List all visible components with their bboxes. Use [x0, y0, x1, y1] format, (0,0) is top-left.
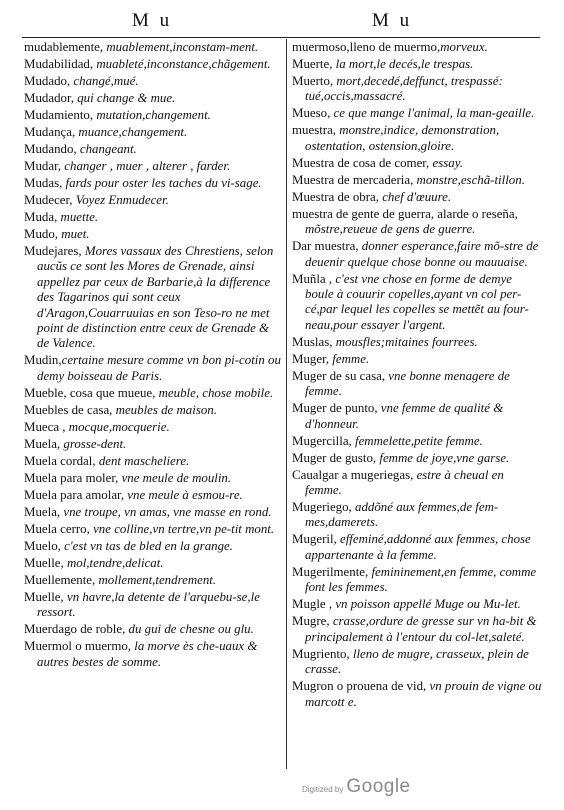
- entry-definition: lleno de mugre, crasseux, plein de crasse.: [305, 646, 529, 677]
- entry-headword: Mugle ,: [292, 597, 333, 612]
- entry-headword: Mudo,: [24, 227, 59, 241]
- entry-definition: Mores vassaux des Chrestiens, selon aucũs ce sont les Mores de Grenade, ainsi appellez par ceux de Barbarie,à la difference des Tagarinos qui sont ceux d'Aragon,Couarruuias en son Teso-ro ne met point de distinction entre ceux de Grenade & de Valence.: [37, 244, 274, 351]
- entry-definition: grosse-dent.: [60, 436, 127, 451]
- dictionary-entry: [292, 451, 542, 466]
- entry-headword: mudablemente,: [24, 40, 104, 54]
- header-rule: [22, 37, 540, 38]
- entry-definition: muette.: [57, 210, 99, 224]
- dictionary-entry: [24, 539, 282, 554]
- entry-headword: Mugeriego,: [292, 500, 352, 515]
- entry-definition: muance,changement.: [75, 125, 188, 139]
- entry-definition: mousfles;mitaines fourrees.: [332, 334, 478, 349]
- entry-headword: Muela cerro,: [24, 521, 90, 536]
- entry-headword: Mugeril,: [292, 532, 337, 547]
- dictionary-entry: [292, 123, 542, 154]
- dictionary-entry: [292, 173, 542, 188]
- entry-definition: mollement,tendrement.: [95, 572, 217, 587]
- dictionary-entry: [24, 522, 282, 537]
- entry-definition: mol,tendre,delicat.: [63, 555, 164, 570]
- entry-definition: changeant.: [76, 142, 137, 156]
- entry-headword: Mueca ,: [24, 419, 66, 434]
- dictionary-entry: [24, 91, 282, 106]
- entry-headword: Muerte,: [292, 57, 333, 71]
- entry-definition: chef d'œuure.: [378, 189, 452, 204]
- dictionary-entry: [292, 207, 542, 238]
- dictionary-entry: [24, 193, 282, 208]
- dictionary-entry: [24, 420, 282, 435]
- entry-definition: vne femme de qualité & d'honneur.: [305, 401, 504, 431]
- entry-headword: Muestra de obra,: [292, 189, 379, 204]
- entry-headword: Muela,: [24, 436, 61, 451]
- dictionary-entry: [292, 239, 542, 270]
- entry-headword: Mudando,: [24, 142, 77, 156]
- entry-headword: Mudin,: [24, 353, 62, 368]
- entry-headword: Dar muestra,: [292, 239, 359, 254]
- digitized-by-label: Digitized by: [302, 785, 344, 794]
- entry-headword: Mudança,: [24, 125, 76, 139]
- dictionary-entry: [24, 353, 282, 384]
- entry-headword: Mudado,: [24, 74, 71, 88]
- entry-headword: Muñla ,: [292, 271, 333, 286]
- entry-headword: Muerdago de roble,: [24, 622, 126, 637]
- dictionary-entry: [292, 74, 542, 105]
- dictionary-entry: [24, 556, 282, 571]
- dictionary-entry: [292, 647, 542, 678]
- dictionary-entry: [24, 488, 282, 503]
- entry-definition: vne meule à esmou-re.: [124, 487, 243, 502]
- entry-headword: Muelo,: [24, 538, 61, 553]
- dictionary-entry: [24, 454, 282, 469]
- entry-definition: estre à cheual en femme.: [305, 467, 504, 498]
- header-right-letters: M u: [372, 10, 413, 31]
- entry-definition: femme.: [329, 351, 370, 366]
- entry-definition: la morve ès che-uaux & autres bestes de somme.: [37, 639, 258, 669]
- entry-definition: meubles de maison.: [112, 402, 217, 417]
- entry-headword: Mudecer,: [24, 193, 73, 207]
- dictionary-entry: [292, 614, 542, 645]
- entry-headword: Mudabilidad,: [24, 57, 94, 71]
- left-column: [24, 40, 282, 672]
- entry-headword: Mugerilmente,: [292, 564, 369, 579]
- entry-headword: muestra,: [292, 123, 337, 138]
- google-wordmark: Google: [346, 776, 411, 797]
- dictionary-entry: [24, 437, 282, 452]
- entry-headword: Caualgar a mugeriegas,: [292, 467, 414, 482]
- entry-definition: vne bonne menagere de femme.: [305, 368, 510, 399]
- dictionary-entry: [292, 272, 542, 334]
- entry-headword: Mugercilla,: [292, 433, 352, 448]
- dictionary-entry: [24, 244, 282, 352]
- dictionary-entry: [292, 679, 542, 710]
- entry-definition: morveux.: [440, 40, 488, 54]
- entry-definition: femmelette,petite femme.: [351, 433, 483, 448]
- dictionary-entry: [24, 142, 282, 157]
- dictionary-entry: [24, 57, 282, 72]
- entry-headword: Muela cordal,: [24, 453, 96, 468]
- entry-definition: fards pour oster les taches du vi-sage.: [62, 176, 262, 190]
- entry-headword: Muslas,: [292, 334, 333, 349]
- dictionary-entry: [292, 565, 542, 596]
- dictionary-entry: [292, 369, 542, 400]
- entry-headword: muermoso,lleno de muermo,: [292, 40, 441, 54]
- entry-definition: crasse,ordure de gresse sur vn ha-bit & principalement à l'entour du col-let,saleté.: [305, 614, 537, 644]
- entry-definition: certaine mesure comme vn bon pi-cotin ou demy boisseau de Paris.: [37, 353, 281, 383]
- entry-definition: femininement,en femme, comme font les femmes.: [305, 564, 537, 595]
- entry-definition: la mort,le decés,le trespas.: [332, 57, 474, 71]
- dictionary-entry: [24, 125, 282, 140]
- dictionary-entry: [292, 190, 542, 205]
- dictionary-entry: [24, 639, 282, 670]
- entry-definition: femme de joye,vne garse.: [376, 450, 510, 465]
- entry-headword: Muda,: [24, 210, 58, 224]
- dictionary-entry: [24, 573, 282, 588]
- entry-headword: Mugron o prouena de vid,: [292, 679, 427, 694]
- dictionary-entry: [292, 401, 542, 432]
- dictionary-entry: [24, 471, 282, 486]
- running-header: [0, 10, 564, 34]
- entry-headword: Muger de gusto,: [292, 450, 377, 465]
- dictionary-entry: [24, 590, 282, 621]
- entry-headword: Mugre,: [292, 614, 330, 629]
- dictionary-entry: [24, 622, 282, 637]
- dictionary-entry: [292, 468, 542, 499]
- entry-headword: Mudas,: [24, 176, 63, 190]
- dictionary-entry: [24, 386, 282, 401]
- entry-definition: c'est vne chose en forme de demye boule à couurir copelles,ayant vn col per-cé,par lequel les copelles se mettẽt au four-neau,pour essayer l'argent.: [305, 271, 529, 332]
- dictionary-entry: [292, 434, 542, 449]
- entry-definition: vn prouin de vigne ou marcott e.: [305, 679, 542, 709]
- entry-headword: Muebles de casa,: [24, 402, 113, 417]
- entry-definition: vn havre,la detente de l'arquebu-se,le ressort.: [37, 589, 260, 620]
- entry-headword: Mueso,: [292, 106, 331, 121]
- entry-headword: Mudador,: [24, 91, 74, 105]
- entry-definition: donner esperance,faire mõ-stre de deuenir quelque chose bonne ou mauuaise.: [305, 239, 539, 269]
- entry-definition: monstre,indice, demonstration, ostentation, ostension,gloire.: [305, 123, 500, 153]
- entry-definition: mort,decedé,deffunct, trespassé: tué,occis,massacré.: [305, 74, 503, 104]
- right-column: [292, 40, 542, 712]
- entry-headword: Mueble, cosa que mueue,: [24, 385, 156, 400]
- entry-headword: Muelle,: [24, 589, 64, 604]
- entry-definition: muableté,inconstance,chãgement.: [93, 57, 271, 71]
- dictionary-entry: [292, 532, 542, 563]
- entry-definition: Voyez Enmudecer.: [72, 193, 169, 207]
- dictionary-entry: [24, 227, 282, 242]
- entry-headword: Muela,: [24, 504, 61, 519]
- entry-definition: dent mascheliere.: [95, 453, 190, 468]
- entry-headword: Muger de su casa,: [292, 368, 386, 383]
- dictionary-entry: [24, 505, 282, 520]
- dictionary-entry: [292, 500, 542, 531]
- header-left-letters: M u: [132, 10, 173, 31]
- dictionary-entry: [24, 74, 282, 89]
- entry-definition: du gui de chesne ou glu.: [125, 622, 254, 637]
- entry-headword: Mudejares,: [24, 244, 82, 258]
- dictionary-entry: [24, 210, 282, 225]
- dictionary-entry: [24, 40, 282, 55]
- entry-definition: vn poisson appellé Muge ou Mu-let.: [332, 597, 521, 612]
- entry-definition: qui change & mue.: [73, 91, 176, 105]
- dictionary-entry: [24, 159, 282, 174]
- dictionary-entry: [292, 106, 542, 121]
- entry-headword: Muela para amolar,: [24, 487, 125, 502]
- entry-headword: muestra de gente de guerra, alarde o reseña,: [292, 206, 518, 221]
- entry-headword: Mudar,: [24, 159, 62, 173]
- dictionary-entry: [292, 156, 542, 171]
- dictionary-entry: [24, 176, 282, 191]
- dictionary-entry: [24, 108, 282, 123]
- dictionary-entry: [24, 403, 282, 418]
- entry-definition: meuble, chose mobile.: [155, 385, 274, 400]
- entry-headword: Muermol o muermo,: [24, 639, 132, 654]
- entry-headword: Mugriento,: [292, 646, 350, 661]
- entry-headword: Muelle,: [24, 555, 64, 570]
- column-divider: [286, 39, 287, 769]
- dictionary-entry: [292, 40, 542, 55]
- entry-definition: ce que mange l'animal, la man-geaille.: [330, 106, 535, 121]
- entry-headword: Muestra de mercaderia,: [292, 172, 414, 187]
- dictionary-entry: [292, 597, 542, 612]
- entry-definition: essay.: [429, 155, 463, 170]
- entry-headword: Muger,: [292, 351, 330, 366]
- entry-definition: muet.: [58, 227, 90, 241]
- entry-headword: Muellemente,: [24, 572, 96, 587]
- entry-headword: Muerto,: [292, 74, 334, 88]
- entry-definition: changer , muer , alterer , farder.: [61, 159, 231, 173]
- entry-definition: vne meule de moulin.: [118, 470, 232, 485]
- entry-headword: Muger de punto,: [292, 401, 378, 416]
- entry-definition: effeminé,addonné aux femmes, chose appartenante à la femme.: [305, 532, 531, 562]
- entry-definition: monstre,eschã-tillon.: [413, 172, 525, 187]
- entry-headword: Muela para moler,: [24, 470, 119, 485]
- dictionary-entry: [292, 57, 542, 72]
- entry-definition: changé,mué.: [70, 74, 139, 88]
- dictionary-entry: [292, 352, 542, 367]
- entry-definition: mõstre,reueue de gens de guerre.: [305, 222, 476, 237]
- entry-headword: Muestra de cosa de comer,: [292, 155, 430, 170]
- digitization-footer: [302, 776, 411, 798]
- entry-definition: addõné aux femmes,de fem-mes,damerets.: [305, 500, 499, 530]
- entry-headword: Mudamiento,: [24, 108, 94, 122]
- dictionary-entry: [292, 335, 542, 350]
- entry-definition: mocque,mocquerie.: [65, 419, 170, 434]
- entry-definition: c'est vn tas de bled en la grange.: [60, 538, 233, 553]
- entry-definition: vne troupe, vn amas, vne masse en rond.: [60, 504, 272, 519]
- entry-definition: mutation,changement.: [93, 108, 211, 122]
- entry-definition: vne colline,vn tertre,vn pe-tit mont.: [89, 521, 275, 536]
- entry-definition: muablement,inconstam-ment.: [103, 40, 259, 54]
